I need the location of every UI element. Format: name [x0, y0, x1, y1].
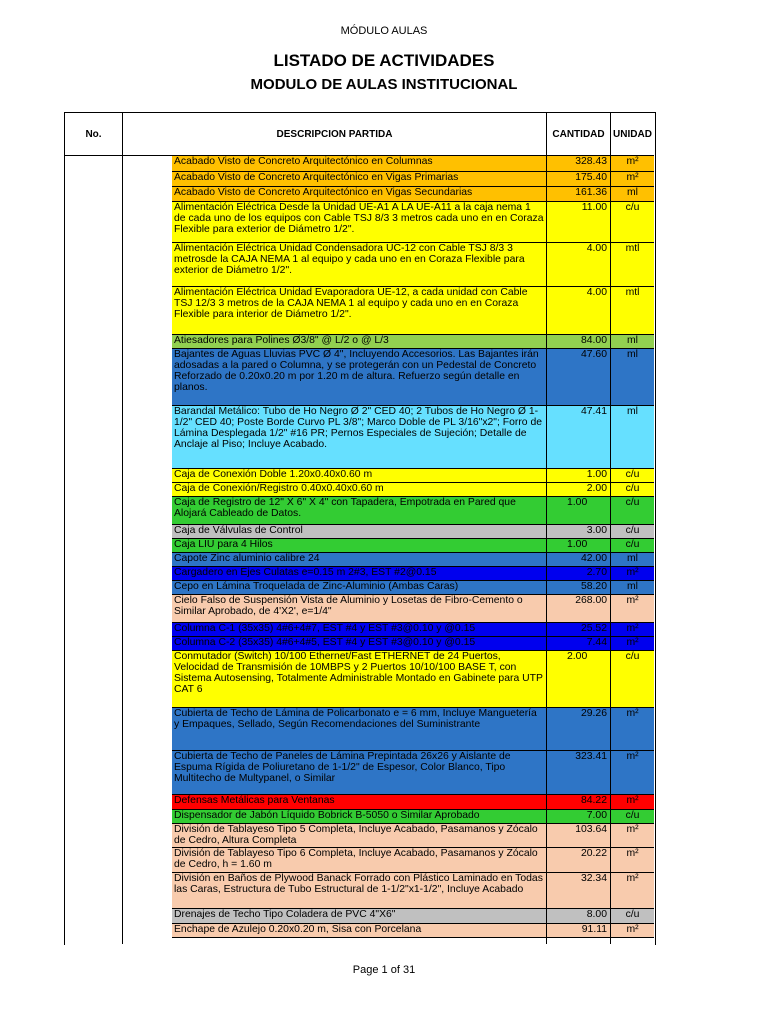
row-unit: m² — [626, 751, 639, 762]
row-description: Atiesadores para Polines Ø3/8" @ L/2 o @ L/3 — [172, 335, 547, 348]
column-header-quantity: CANTIDAD — [552, 128, 605, 140]
row-quantity: 103.64 — [547, 824, 611, 847]
table-row — [172, 335, 654, 349]
row-description: Alimentación Eléctrica Desde la Unidad UE-A1 A LA UE-A11 a la caja nema 1 de cada uno de los equipos con Cable TSJ 8/3 3 metros cada uno en en Coraza Flexible para exterior de Diámetro 1/2". — [172, 202, 547, 242]
row-unit: ml — [627, 349, 638, 360]
row-quantity: 1.00 — [547, 497, 611, 524]
row-description: División de Tablayeso Tipo 6 Completa, Incluye Acabado, Pasamanos y Zócalo de Cedro, h = 1.60 m — [172, 848, 547, 872]
table-row — [172, 469, 654, 483]
document-subtitle: MODULO DE AULAS INSTITUCIONAL — [250, 76, 518, 93]
row-unit: ml — [627, 581, 638, 592]
table-row — [172, 567, 654, 581]
row-unit: c/u — [625, 483, 640, 494]
table-row — [172, 497, 654, 525]
row-unit: c/u — [625, 810, 640, 821]
table-row — [172, 483, 654, 497]
row-unit: c/u — [625, 539, 640, 550]
row-quantity: 328.43 — [547, 156, 611, 171]
row-quantity: 2.70 — [547, 567, 611, 580]
row-quantity: 84.00 — [547, 335, 611, 348]
table-row — [172, 553, 654, 567]
table-row — [172, 187, 654, 202]
row-unit: c/u — [625, 525, 640, 536]
table-row — [172, 287, 654, 335]
table-row — [172, 810, 654, 824]
table-row — [172, 708, 654, 751]
row-unit: c/u — [625, 651, 640, 662]
row-quantity: 175.40 — [547, 172, 611, 186]
table-row — [172, 581, 654, 595]
row-unit: m² — [626, 873, 639, 884]
column-header-description: DESCRIPCION PARTIDA — [276, 128, 393, 140]
row-unit: c/u — [625, 469, 640, 480]
table-row — [172, 924, 654, 938]
row-unit: m² — [626, 637, 639, 648]
row-unit: mtl — [625, 243, 640, 254]
table-row — [172, 651, 654, 708]
row-quantity: 58.20 — [547, 581, 611, 594]
row-description: Acabado Visto de Concreto Arquitectónico en Vigas Primarias — [172, 172, 547, 186]
row-quantity: 91.11 — [547, 924, 611, 937]
row-description: Enchape de Azulejo 0.20x0.20 m, Sisa con Porcelana — [172, 924, 547, 937]
row-unit: m² — [626, 924, 639, 935]
row-quantity: 3.00 — [547, 525, 611, 538]
table-row — [172, 637, 654, 651]
column-divider-no — [122, 112, 123, 944]
row-unit: m² — [626, 595, 639, 606]
table-row — [172, 202, 654, 243]
row-quantity: 32.34 — [547, 873, 611, 908]
row-description: Acabado Visto de Concreto Arquitectónico en Vigas Secundarias — [172, 187, 547, 201]
document-title: LISTADO DE ACTIVIDADES — [273, 51, 495, 70]
row-quantity: 323.41 — [547, 751, 611, 794]
row-description: Drenajes de Techo Tipo Coladera de PVC 4"X6" — [172, 909, 547, 923]
row-unit: m² — [626, 708, 639, 719]
table-row — [172, 349, 654, 406]
row-description: División en Baños de Plywood Banack Forrado con Plástico Laminado en Todas las Caras, Estructura de Tubo Estructural de 1-1/2"x1-1/2", Incluye Acabado — [172, 873, 547, 908]
row-description: Alimentación Eléctrica Unidad Evaporadora UE-12, a cada unidad con Cable TSJ 12/3 3 metros de la CAJA NEMA 1 al equipo y cada uno en en Coraza Flexible para interior de Diámetro 1/2". — [172, 287, 547, 334]
table-row — [172, 156, 654, 172]
table-row — [172, 172, 654, 187]
table-row — [172, 824, 654, 848]
row-unit: m² — [626, 623, 639, 634]
row-quantity: 84.22 — [547, 795, 611, 809]
row-quantity: 25.52 — [547, 623, 611, 636]
row-quantity: 8.00 — [547, 909, 611, 923]
row-description: Columna C-2 (35x35) 4#6+4#5, EST #4 y EST #3@0.10 y @0.15 — [172, 637, 547, 650]
row-unit: ml — [627, 406, 638, 417]
row-unit: c/u — [625, 202, 640, 213]
row-unit: m² — [626, 156, 639, 167]
row-quantity: 4.00 — [547, 243, 611, 286]
row-description: Columna C-1 (35x35) 4#6+4#7, EST #4 y EST #3@0.10 y @0.15 — [172, 623, 547, 636]
row-unit: m² — [626, 848, 639, 859]
table-row — [172, 595, 654, 623]
row-quantity: 42.00 — [547, 553, 611, 566]
row-description: Caja LIU para 4 Hilos — [172, 539, 547, 552]
row-unit: ml — [627, 335, 638, 346]
table-row — [172, 539, 654, 553]
row-quantity: 20.22 — [547, 848, 611, 872]
row-quantity: 2.00 — [547, 483, 611, 496]
row-description: Bajantes de Aguas Lluvias PVC Ø 4", Incluyendo Accesorios. Las Bajantes irán adosadas a la pared o Columna, y se protegerán con un Pedestal de Concreto Reforzado de 0.20x0.20 m por 1.20 m de altura. Refuerzo según detalle en planos. — [172, 349, 547, 405]
row-description: Caja de Registro de 12" X 6" X 4" con Tapadera, Empotrada en Pared que Alojará Cableado de Datos. — [172, 497, 547, 524]
row-unit: c/u — [625, 909, 640, 920]
table-row — [172, 873, 654, 909]
row-quantity: 4.00 — [547, 287, 611, 334]
row-description: Alimentación Eléctrica Unidad Condensadora UC-12 con Cable TSJ 8/3 3 metrosde la CAJA NEMA 1 al equipo y cada uno en en Coraza Flexible para exterior de Diámetro 1/2". — [172, 243, 547, 286]
row-description: Cielo Falso de Suspensión Vista de Aluminio y Losetas de Fibro-Cemento o Similar Aprobado, de 4'X2', e=1/4" — [172, 595, 547, 622]
row-unit: m² — [626, 824, 639, 835]
table-row — [172, 848, 654, 873]
page-number: Page 1 of 31 — [352, 964, 416, 976]
module-label: MÓDULO AULAS — [340, 25, 428, 37]
row-quantity: 47.41 — [547, 406, 611, 468]
row-quantity: 7.44 — [547, 637, 611, 650]
table-row — [172, 751, 654, 795]
row-description: Barandal Metálico: Tubo de Ho Negro Ø 2" CED 40; 2 Tubos de Ho Negro Ø 1-1/2" CED 40; Poste Borde Curvo PL 3/8"; Marco Doble de PL 3/16"x2"; Forro de Lámina Desplegada 1/2" #16 PR; Pernos Especiales de Sujeción; Detalle de Anclaje al Piso; Incluye Acabado. — [172, 406, 547, 468]
row-description: Dispensador de Jabón Líquido Bobrick B-5050 o Similar Aprobado — [172, 810, 547, 823]
row-quantity: 29.26 — [547, 708, 611, 750]
row-unit: m² — [626, 795, 639, 806]
column-header-unit: UNIDAD — [613, 128, 652, 140]
row-unit: mtl — [625, 287, 640, 298]
row-description: Defensas Metálicas para Ventanas — [172, 795, 547, 809]
row-quantity: 161.36 — [547, 187, 611, 201]
row-unit: m² — [626, 172, 639, 183]
row-description: Caja de Conexión Doble 1.20x0.40x0.60 m — [172, 469, 547, 482]
table-row — [172, 795, 654, 810]
row-quantity: 268.00 — [547, 595, 611, 622]
row-unit: m² — [626, 567, 639, 578]
row-unit: c/u — [625, 497, 640, 508]
row-quantity: 11.00 — [547, 202, 611, 242]
table-row — [172, 406, 654, 469]
row-quantity: 1.00 — [547, 469, 611, 482]
row-quantity: 7.00 — [547, 810, 611, 823]
row-quantity: 2.00 — [547, 651, 611, 707]
row-unit: ml — [627, 187, 638, 198]
table-row — [172, 909, 654, 924]
row-description: Caja de Conexión/Registro 0.40x0.40x0.60 m — [172, 483, 547, 496]
row-quantity: 47.60 — [547, 349, 611, 405]
row-description: Acabado Visto de Concreto Arquitectónico en Columnas — [172, 156, 547, 171]
row-description: División de Tablayeso Tipo 5 Completa, Incluye Acabado, Pasamanos y Zócalo de Cedro, Altura Completa — [172, 824, 547, 847]
row-description: Cubierta de Techo de Lámina de Policarbonato e = 6 mm, Incluye Manguetería y Empaques, Sellado, Según Recomendaciones del Suministrante — [172, 708, 547, 750]
row-description: Capote Zinc aluminio calibre 24 — [172, 553, 547, 566]
row-description: Conmutador (Switch) 10/100 Ethernet/Fast ETHERNET de 24 Puertos, Velocidad de Transmisión de 10MBPS y 2 Puertos 10/10/100 BASE T, con Sistema Autosensing, Totalmente Administrable Montado en Gabinete para UTP CAT 6 — [172, 651, 547, 707]
row-quantity: 1.00 — [547, 539, 611, 552]
row-description: Cepo en Lámina Troquelada de Zinc-Aluminio (Ambas Caras) — [172, 581, 547, 594]
table-row — [172, 525, 654, 539]
table-row — [172, 623, 654, 637]
row-description: Cubierta de Techo de Paneles de Lámina Prepintada 26x26 y Aislante de Espuma Rígida de Poliuretano de 1-1/2" de Espesor, Color Blanco, Tipo Multitecho de Multypanel, o Similar — [172, 751, 547, 794]
table-row — [172, 243, 654, 287]
column-header-no: No. — [85, 128, 102, 140]
row-description: Caja de Válvulas de Control — [172, 525, 547, 538]
row-description: Cargadero en Ejes Culatas e=0.15 m 2#3, EST #2@0.15 — [172, 567, 547, 580]
row-unit: ml — [627, 553, 638, 564]
